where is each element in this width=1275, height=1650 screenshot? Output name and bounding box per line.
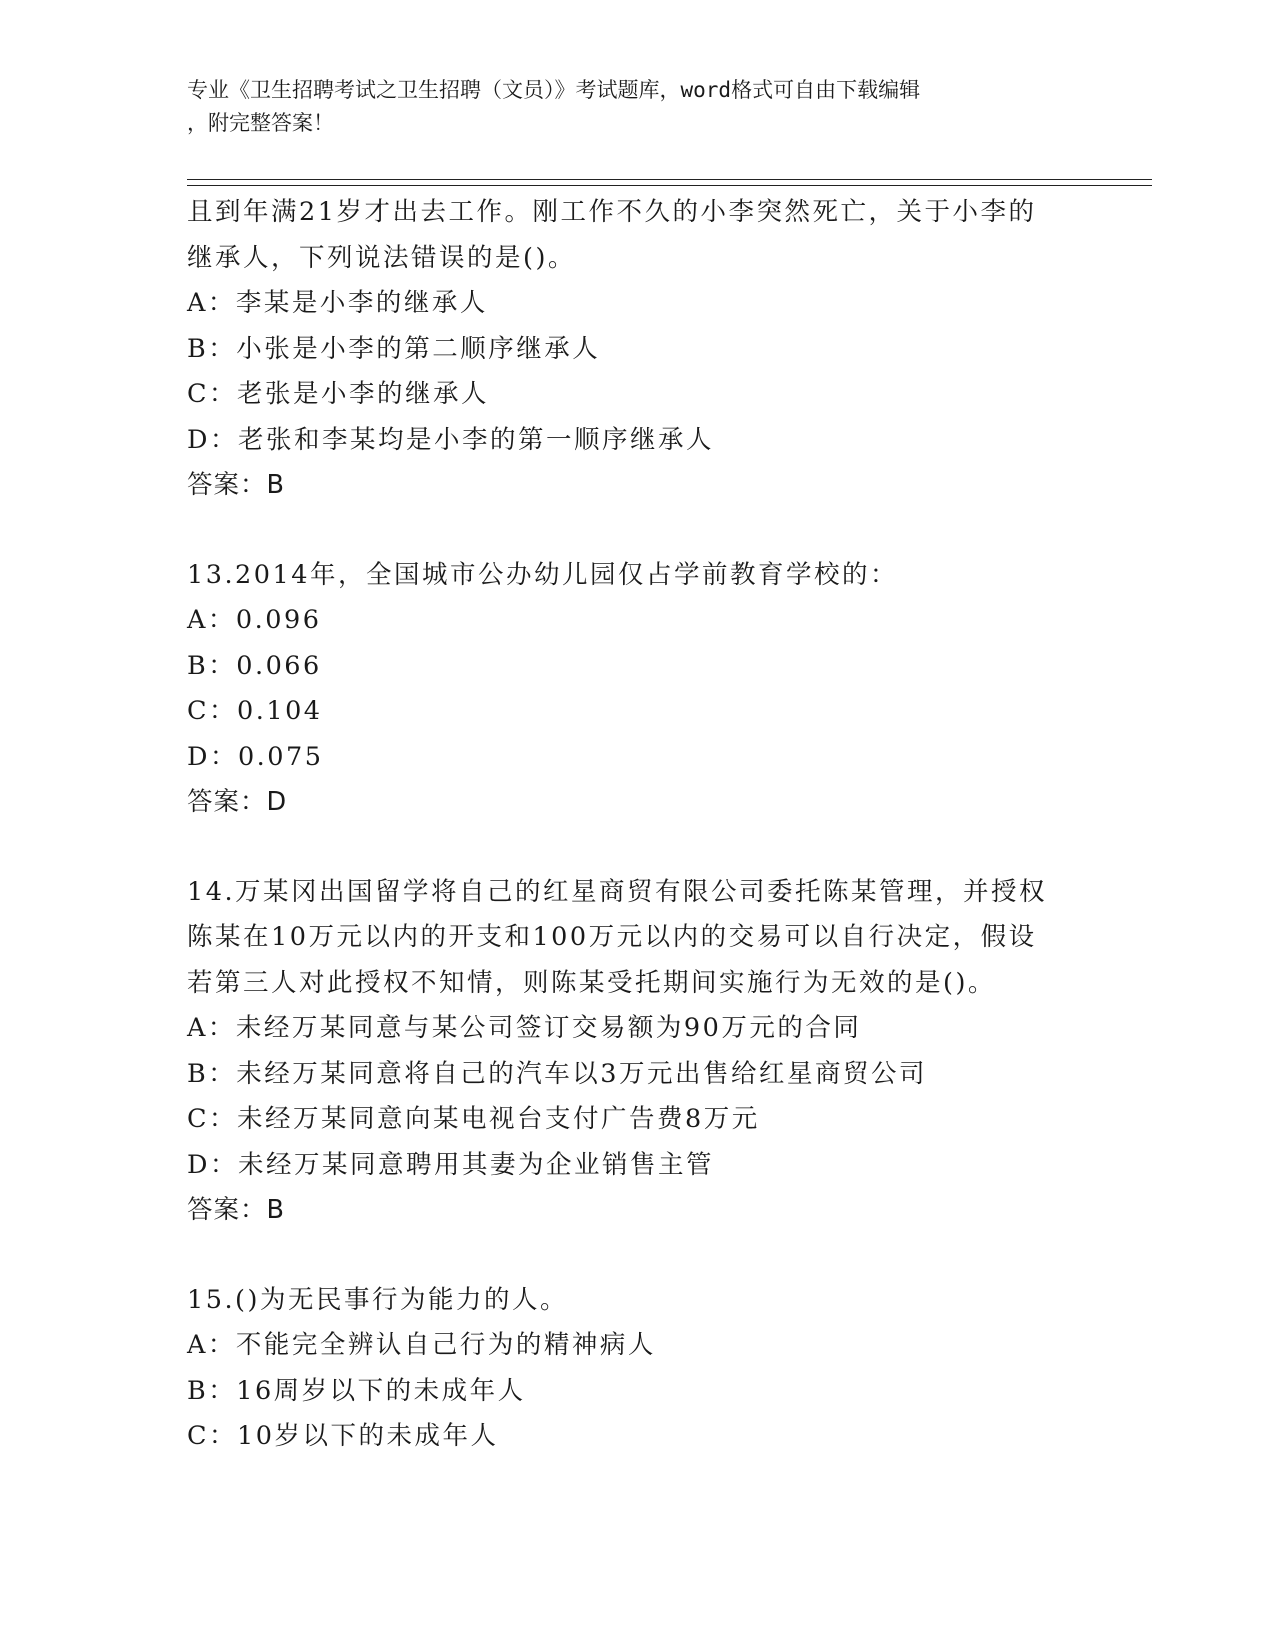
document-header [187, 74, 1067, 140]
option-d: D：老张和李某均是小李的第一顺序继承人 [187, 424, 714, 455]
answer-label: 答案：D [187, 787, 288, 817]
option-d: D：0.075 [187, 741, 324, 772]
question-spacer [187, 1234, 1087, 1278]
answer-label: 答案：B [187, 470, 285, 500]
option-b: B：未经万某同意将自己的汽车以3万元出售给红星商贸公司 [187, 1058, 927, 1089]
header-divider-top [187, 179, 1152, 180]
question-12 [187, 190, 1087, 509]
question-stem: 且到年满21岁才出去工作。刚工作不久的小李突然死亡，关于小李的 [187, 197, 1037, 227]
question-stem: 若第三人对此授权不知情，则陈某受托期间实施行为无效的是()。 [187, 967, 996, 998]
option-d: D：未经万某同意聘用其妻为企业销售主管 [187, 1149, 714, 1180]
option-a: A：不能完全辨认自己行为的精神病人 [187, 1330, 656, 1360]
question-list [187, 190, 1087, 1460]
question-spacer [187, 509, 1087, 553]
question-stem: 继承人，下列说法错误的是()。 [187, 242, 576, 273]
option-c: C：未经万某同意向某电视台支付广告费8万元 [187, 1104, 760, 1134]
option-b: B：16周岁以下的未成年人 [187, 1375, 526, 1406]
option-c: C：0.104 [187, 696, 323, 726]
question-13 [187, 553, 1087, 826]
header-line-1: 专业《卫生招聘考试之卫生招聘（文员）》考试题库，word格式可自由下载编辑 [187, 78, 921, 102]
question-stem: 13.2014年，全国城市公办幼儿园仅占学前教育学校的： [187, 559, 898, 590]
question-15 [187, 1278, 1087, 1460]
option-c: C：10岁以下的未成年人 [187, 1421, 499, 1451]
answer-label: 答案：B [187, 1195, 285, 1225]
question-14 [187, 870, 1087, 1234]
question-stem: 陈某在10万元以内的开支和100万元以内的交易可以自行决定，假设 [187, 922, 1037, 952]
option-c: C：老张是小李的继承人 [187, 379, 490, 409]
header-divider-bottom [187, 185, 1152, 186]
option-a: A：未经万某同意与某公司签订交易额为90万元的合同 [187, 1013, 862, 1043]
option-b: B：小张是小李的第二顺序继承人 [187, 333, 601, 364]
option-a: A：李某是小李的继承人 [187, 288, 488, 318]
question-spacer [187, 826, 1087, 870]
question-stem: 14.万某冈出国留学将自己的红星商贸有限公司委托陈某管理，并授权 [187, 876, 1048, 907]
question-stem: 15.()为无民事行为能力的人。 [187, 1284, 568, 1315]
option-a: A：0.096 [187, 605, 322, 635]
option-b: B：0.066 [187, 650, 322, 681]
header-line-2: ，附完整答案！ [187, 111, 334, 135]
